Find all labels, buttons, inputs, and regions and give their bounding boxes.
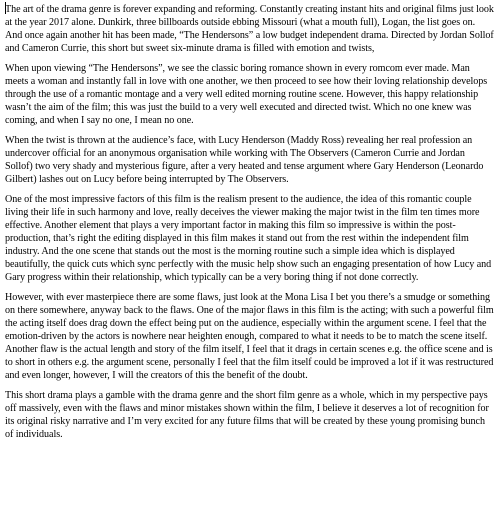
paragraph-twist: When the twist is thrown at the audience’s face, with Lucy Henderson (Maddy Ross) revealing her real profession an undercover official for an anonymous organisation while working with The Observers (Cameron Currie and Jordan Sollof) two very shady and mysterious figure, after a very heated and tense argument where Gary Henderson (Leonardo Gilbert) lashes out on Lucy before being interrupted by The Observers.: [5, 135, 484, 185]
paragraph-romance: When upon viewing “The Hendersons”, we see the classic boring romance shown in every romcom ever made. Man meets a woman and instantly fall in love with one another, we then proceed to see how their loving relationship develops through the use of a romantic montage and a very well edited morning routine scene. However, this happy relationship wasn’t the aim of the film; this was just the build to a very well executed and directed twist. Which no one knew was coming, and when I say no one, I mean no one.: [5, 63, 488, 126]
document-body[interactable]: [5, 3, 494, 448]
paragraph-flaws: However, with ever masterpiece there are some flaws, just look at the Mona Lisa I bet you there’s a smudge or something on there somewhere, anyway back to the flaws. One of the major flaws in this film is the acting; with such a powerful film the acting itself does drag down the effect being put on the audience, especially within the argument scene. I feel that the emotion-driven by the actors is nowhere near heighten enough, compared to what it needs to be to match the scene itself. Another flaw is the actual length and story of the film itself, I feel that it drags in certain scenes e.g. the office scene and is to short in others e.g. the argument scene, personally I feel that the film itself could be improved a lot if it was restructured and even longer, however, I will the creators of this the benefit of the doubt.: [5, 292, 494, 381]
paragraph-realism: One of the most impressive factors of this film is the realism present to the audience, the idea of this romantic couple living their life in such harmony and love, really deceives the viewer making the major twist in the film ten times more effective. Another element that plays a very important factor in making this film so impressive is within the post-production, that’s right the editing displayed in this film makes it stand out from the rest within the independent film industry. And the one scene that stands out the most is the morning routine such a simple idea which is displayed beautifully, the quick cuts which sync perfectly with the music help show such an engaging presentation of how Lucy and Gary progress within their relationship, which typically can be a very boring thing if not done correctly.: [5, 194, 492, 283]
paragraph-intro: The art of the drama genre is forever expanding and reforming. Constantly creating instant hits and original films just look at the year 2017 alone. Dunkirk, three billboards outside ebbing Missouri (what a mouth full), Logan, the list goes on. And once again another hit has been made, “The Hendersons” a low budget independent drama. Directed by Jordan Sollof and Cameron Currie, this short but sweet six-minute drama is filled with emotion and twists,: [5, 4, 494, 54]
paragraph-conclusion: This short drama plays a gamble with the drama genre and the short film genre as a whole, which in my perspective pays off massively, even with the flaws and minor mistakes shown within the film, I believe it deserves a lot of recognition for its original risky narrative and I’m very excited for any future films that will be created by these young promising bunch of individuals.: [5, 390, 489, 440]
